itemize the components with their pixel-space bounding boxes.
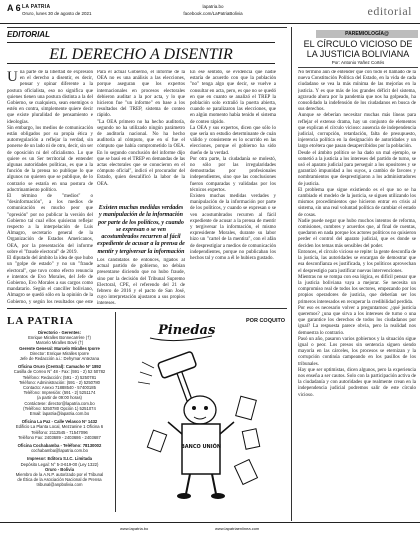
masthead-line: Miembro de la A.N.P. autorizado por el Tribunal [15,472,104,478]
masthead-divider [115,312,116,512]
masthead-line: (Teléfono: 5250780 Opción 1) 5251074 [23,405,96,411]
masthead-line: tribunal@anpbolivia.com [36,482,83,488]
editorial-tag: EDITORIAL [7,30,50,39]
section-divider [7,308,287,309]
opinion-paragraph: Por eso es necesario volver a preguntarnos: ¿qué justicia queremos? ¿una que sirva a los intereses de turno o una que garantice los derechos de todos los ciudadanos por igual? La respuesta parece obvia, pero la realidad nos demuestra lo contrario. [298,305,416,336]
editorial-paragraph-text: na parte de la libertad de expresión en el derecho a disentir, es decir, pensar y opinar diferente a la postura oficialista, eso no significa que quienes tienen una postura distinta a la del Gobierno, se cualquiera, sean enemigos o estén en contra, simplemente quiere decir que existe pluralidad de pensamiento e ideologías. [7,70,93,125]
flying-paper [242,429,259,450]
masthead-line: Enrique Miralles Bonnecarrère (†) [28,335,91,341]
opinion-paragraph: Aunque se deberían necesitar muchas más líneas para reflejar el extenso drama, hay un conjunto de elementos que explican el círculo vicioso: ausencia de independencia judicial, corrupción, retardación, falta de presupuesto, injerencia política en la designación de autoridades y un largo etcétera que pasan desapercibidos por la población. [298,113,416,150]
masthead-info [7,330,112,508]
editorial-paragraph: Para el actual Gobierno, el informe de la OEA no es una análisis a las elecciones, porque aseguran que los expertos internacionales en procesos electorales debieron auditar a la por acta, y lo que hicieron fue "un informe" en base a los resultados del TREP, sistema de conteo rápido. [97,70,185,119]
masthead-line: Gerente General: Marcelo Miralles Iporre [19,345,100,351]
masthead-line: de Ética de la Asociación Nacional de Prensa [17,477,102,483]
flying-paper [235,460,258,485]
editorial-paragraph: "La OEA primero no ha hecho auditoría, segundo no ha utilizado ningún parámetro de auditoría nacional. No ha hecho auditoría al cómputo, que en sí fue el cómputo que había comprometido la OEA. En lo segundo conclusión del informe dijo que se basó en el TREP en demandas de las actas electorales que se conocieron en el cómputo oficial", indicó el procurador del Estado, quien descalificó la labor de la OEA. [97,119,185,187]
masthead-line: Contacto: Anexo 71888540 - 57400185 [23,385,96,391]
cartoon-credit: POR COQUITO [246,318,286,324]
opinion-caption: PAREMIOLOGÍA@ [316,30,418,38]
opinion-paragraph: El problema que sigue existiendo es el que no se ha cambiado el modelo de la justicia, se siguen utilizando los mismos procedimientos que hicieron entrar en crisis al sistema, sin una real voluntad política de cambiar el estado de cosas. [298,187,416,218]
drop-cap: U [7,70,18,85]
masthead-line: Oficina Oruro (Central): Camacho N° 1892 [17,364,102,370]
masthead-line: (a partir de 09:00 horas) [37,395,82,401]
opinion-paragraph: Desde el ámbito político se ha dado un mal ejemplo, se sometió a la justicia a los intereses del partido de turno, se usó el aparato judicial para perseguir a los opositores y se garantizó impunidad a los suyos, a cambio de favores y nombramientos que desprestigiaron a los administradores de justicia. [298,150,416,187]
website-link[interactable]: lapatria.bo [202,4,224,9]
editorial-paragraph: Los candidatos de entonces, ligados al actual partido de gobierno, no debían presentarse diciendo que no hubo fraude, sino por la decisión del Tribunal Supremo Electoral, CPE, el referendo del 21 de febrero de 2016 y el pacto de San José, cuyo interpretación ajustaron a sus propios intereses. [97,258,185,306]
masthead-line: cochabamba@lapatria.com.bo [31,448,88,454]
opinion-body [298,70,416,520]
masthead-line: Jefe de Redacción a.i.: Dehymar Antezana [19,356,100,362]
footer-site-link-2[interactable]: www.lapatriaenlinea.com [215,526,260,531]
masthead-line: Teléfono: Impresión: (591 - 2) 5251174 [23,390,96,396]
editorial-cartoon [120,312,295,510]
motion-lines [138,362,154,384]
masthead-line: Teléfono: Administración: (591 - 2) 5250780 [18,379,100,385]
top-divider [7,27,287,28]
character-head [184,396,216,424]
opinion-paragraph: No termino aún de entender que con todo el llamado de la nueva Constitución Política del Estado, en la vida de cada ciudadano se vea la más mínima de las mejorías en la justicia. Y es que más de los grandes déficit del sistema, agravado ahora por la pandemia que nos ha golpeado, ha consolidado la indefensión de los ciudadanos en busca de sus derechos. [298,70,416,113]
masthead-line: Depósito Legal: N° 5-3-619-00 (Ley 1322) [20,461,99,467]
editorial-paragraph: En ese sentido, se evidencia que nadie estaría de acuerdo con que la población "no" tenga algo que decir, se vuelve a consultar en acta, pero, es que no se quedó en que en cuanto se analizó el TREP la población solo extrañó la puerta abierta, cuando se paralizaron las elecciones, que en algún momento había tenido el sistema de conteo rápido. [190,70,276,125]
page-header [0,0,420,24]
masthead-line: Teléfono: Redacción: (591 - 2) 5250781 [22,374,97,380]
masthead-line: Teléfono: 2112545 - 71547096 [31,429,88,435]
masthead-title: LA PATRIA [7,315,74,327]
masthead-line: Contáctese: director@lapatria.com.bo [24,400,95,406]
opinion-byline: Por: Antonio Yañez Cortés [298,60,418,68]
page-footer [0,522,420,532]
masthead-line: Oficina Cochabamba - Teléfono: 78130002 [17,443,102,449]
opinion-title: EL CÍRCULO VICIOSO DE LA JUSTICIA BOLIVIANA [303,39,413,59]
editorial-paragraph: Por otra parte, la ciudadanía se molestó, no sólo por las irregularidades demostradas por profesionales independientes, sino que las conclusiones fueron comparadas y validadas por los técnicos expertos. [190,156,276,193]
opinion-paragraph: Pasó un año, pasaron varios gobiernos y la situación sigue igual o peor. Los presos sin sentencia siguen siendo mayoría en las cárceles, los procesos se eternizan y la corrupción continúa campeando en los pasillos de los tribunales. [298,336,416,367]
editorial-title: EL DERECHO A DISENTIR [49,46,233,63]
editorial-title-bar [7,42,275,64]
opinion-paragraph: Hay que ser optimistas, dicen algunos, pero la experiencia nos enseña a ser cautos. Solo con la participación activa de la ciudadanía y con autoridades que realmente crean en la independencia judicial podremos salir de este círculo vicioso. [298,367,416,398]
masthead-line: Casilla de Correo N° 48 - Fax: (591 - 2) 52 50782 [13,369,106,375]
masthead-line: Director: Enrique Miralles Iporre [29,350,90,356]
flying-paper [147,430,166,452]
issue-date: Oruro, lunes 30 de agosto de 2021 [22,11,92,16]
opinion-paragraph: Mientras no se rompa con esa lógica, es difícil pensar que la justicia boliviana vaya a mejorar. Se necesita un compromiso real de todos los sectores, empezando por los propios operadores de justicia, que deberían ser los primeros interesados en recuperar la credibilidad perdida. [298,274,416,305]
flying-paper [236,396,257,419]
masthead-line: Edificio La Planta Local, Mezzanine 1 Oficina 6 [15,424,104,430]
cartoon-signature: Pinedas [158,323,216,338]
editorial-paragraph: Sin embargo, los medios de comunicación están obligados por su propia ética y autorregulación a reflejar la verdad, sin ponerse de un lado ni de otro, decir, sin ser de oposición ni del oficialismo. Lo que quiere es un Ser territorial de entender algunas autoridades políticas, es que a la función de la prensa no publique lo que algunos no quieren que se publique, de lo contrario se estaría en una postura de adoctrinamiento político. [7,125,93,193]
section-name: editorial [367,4,412,18]
editorial-paragraph [7,70,93,126]
masthead-line: Email: lapatria@lapatria.com.bo [29,411,90,417]
publication-name: LA PATRIA [22,4,51,10]
bank-box-label: BANCO UNIÓN [180,444,222,450]
editorial-paragraph: Existen muchas medidas verdades y manipulación de la información por parte de los políticos, y cuando se expresan o se ven acostumbrados recurren al fácil expediente de acusar a la prensa de mentir y tergiversar la información, el mismo expresidente Morales, durante su labor hizo un "cartel de la mentira", con el afán de desprestigiar a medios de comunicación independientes, porque no publicaban los hechos tal y como a él le hubiera gustado. [190,194,276,262]
editorial-paragraph: El diputado del ámbito la idea de que hubo un "golpe de estado" y no un "fraude electoral", que tuvo como efecto renuncia e intentos de Evo Morales, del Jefe de Gobierno, Evo Morales a sus cargos como mandatario. Según el canciller boliviano, Almagro se quedó sólo en la opinión de la Gobierno, y según los resultados que este [7,256,93,305]
masthead-line: Marcelo Miralles Bové (†) [35,340,84,346]
page-number: A 6 [7,3,21,13]
masthead-line: Teléfono Fax: 2403689 - 2403686 - 2403687 [18,434,101,440]
masthead-line: Impresor: Editora S.I.C. Limitada [27,456,92,462]
editorial-paragraph: La OEA y sus expertos, dicen que sólo lo que sería un estudio determinante de cuán válido y consistente es lo ocurrido en las elecciones, porque el gobierno ha sido dueño de la verdad. [190,125,276,156]
masthead-line: Directorio - Gerentes: [37,330,82,335]
opinion-paragraph: Nadie puede negar que hubo muchos intentos de reforma, comisiones, cumbres y acuerdos que, al final de cuentas, quedaron en nada porque los actores políticos no quisieron perder el control del aparato judicial, que es donde se deciden los temas más sensibles del poder. [298,218,416,249]
opinion-paragraph: Entonces, el círculo vicioso se repite: la gente desconfía de la justicia, las autoridades se encargan de demostrar que esa desconfianza es justificada, y los políticos aprovechan el desprestigio para justificar nuevas intervenciones. [298,249,416,274]
pull-quote: Existen muchas medidas verdades y manipulación de la información por parte de los políticos, y cuando se expresan o se ven acostumbrados recurren al fácil expediente de acusar a la prensa de mentir y tergiversar la información [97,205,185,255]
masthead-line: Oruro - Bolivia [44,466,75,472]
facebook-link[interactable]: facebook.com/LaPatriaBolivia [183,11,243,16]
editorial-column-1 [7,70,93,306]
footer-site-link[interactable]: www.lapatria.bo [120,526,149,531]
editorial-column-2-top [97,70,185,202]
editorial-column-2-bottom [97,258,185,306]
editorial-column-3 [190,70,276,306]
editorial-paragraph: El término de "medios" o "desinformación", a los medios de comunicación es mucho peor que "opresión" por no publicar la versión del Gobierno tal cual ellos quisieran reflejar respecto a la interpelación de Luis Almagro, secretario general de la Organización de Estados Americanos, OEA, por la presentación del informe sobre el "fraude electoral" de 2019. [7,194,93,255]
masthead-line: Oficina La Paz - Calle Velasco N° 1432 [21,419,98,425]
